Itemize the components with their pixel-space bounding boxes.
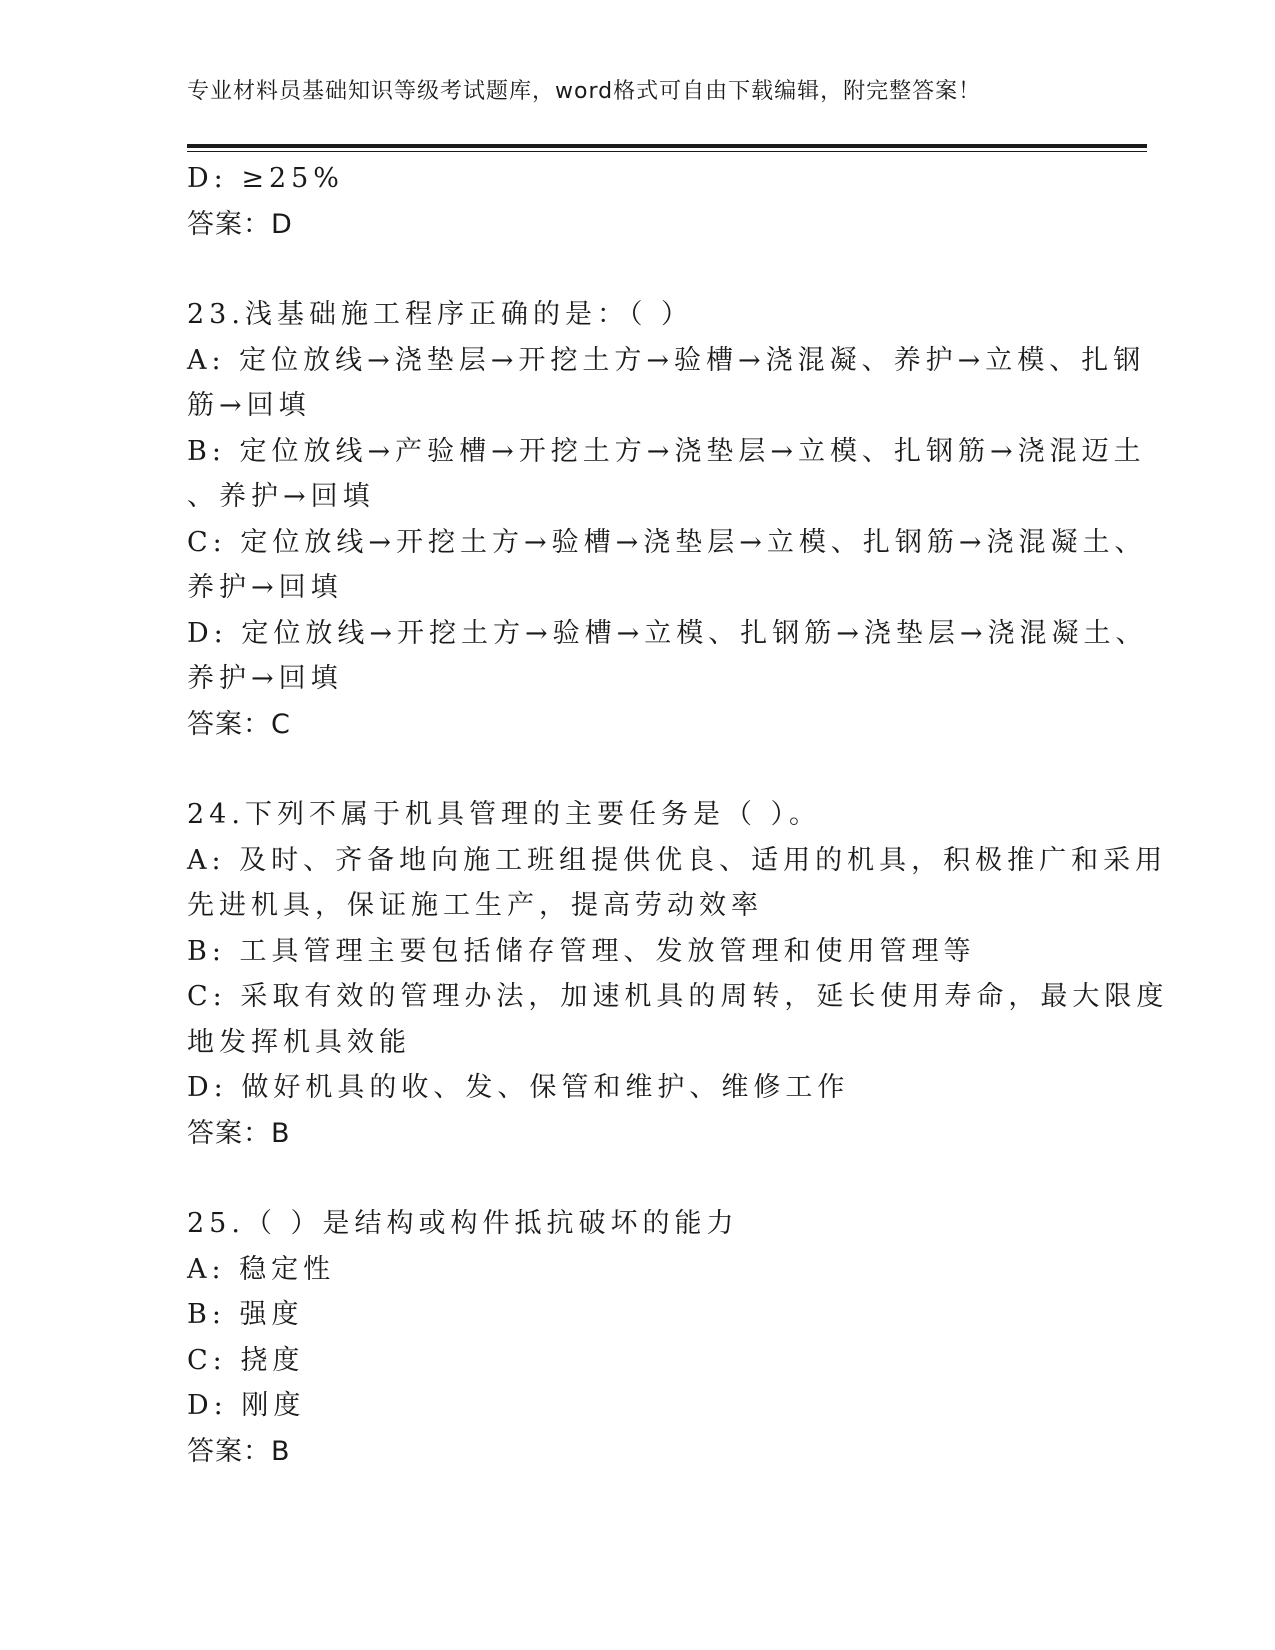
question-stem: 24.下列不属于机具管理的主要任务是（ ）。 [187,799,822,830]
option-a-line-2: 筋→回填 [187,390,311,421]
option-b-line-2: 、养护→回填 [187,481,375,512]
question-stem: 25.（ ）是结构或构件抵抗破坏的能力 [187,1208,739,1239]
document-body [187,156,1169,1474]
option-d-line-2: 养护→回填 [187,663,343,694]
header-rule-thin [187,151,1147,152]
question-stem: 23.浅基础施工程序正确的是：（ ） [187,299,694,330]
option-a-line-2: 先进机具，保证施工生产，提高劳动效率 [187,890,763,921]
page-header: 专业材料员基础知识等级考试题库，word格式可自由下载编辑，附完整答案！ [187,79,982,104]
answer-line: 答案：D [187,208,293,240]
option-a-line-1: A: 及时、齐备地向施工班组提供优良、适用的机具，积极推广和采用 [187,844,1168,876]
option-c-line-1: C: 采取有效的管理办法，加速机具的周转，延长使用寿命，最大限度 [187,981,1169,1012]
option-a-line-1: A: 定位放线→浇垫层→开挖土方→验槽→浇混凝、养护→立模、扎钢 [187,344,1146,376]
option-b-line-1: B: 定位放线→产验槽→开挖土方→浇垫层→立模、扎钢筋→浇混迈土 [187,435,1146,467]
option-d-line-1: D: 做好机具的收、发、保管和维护、维修工作 [187,1072,850,1103]
answer-line: 答案：B [187,1117,291,1149]
option-a-line-1: A: 稳定性 [187,1253,336,1285]
option-d-line: D: ≥25% [187,163,344,194]
answer-line: 答案：C [187,708,291,740]
option-b-line-1: B: 强度 [187,1299,304,1330]
option-b-line-1: B: 工具管理主要包括储存管理、发放管理和使用管理等 [187,935,976,967]
header-rule-thick [187,144,1147,148]
answer-line: 答案：B [187,1435,291,1467]
option-c-line-1: C: 挠度 [187,1344,305,1376]
option-c-line-2: 养护→回填 [187,572,343,603]
option-c-line-1: C: 定位放线→开挖土方→验槽→浇垫层→立模、扎钢筋→浇混凝土、 [187,526,1147,558]
option-c-line-2: 地发挥机具效能 [187,1026,411,1058]
option-d-line-1: D: 定位放线→开挖土方→验槽→立模、扎钢筋→浇垫层→浇混凝土、 [187,617,1148,649]
option-d-line-1: D: 刚度 [187,1390,306,1421]
